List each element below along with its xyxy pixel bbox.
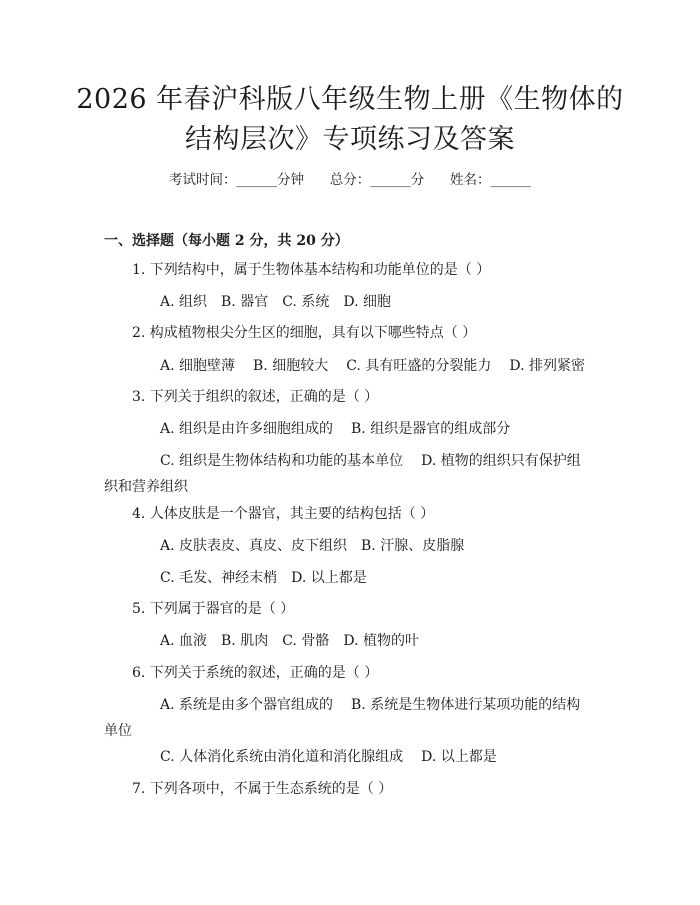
q2-option-a: A. 细胞壁薄 — [160, 358, 236, 374]
question-6-stem: 6. 下列关于系统的叙述，正确的是（ ） — [132, 665, 379, 681]
q5-option-c: C. 骨骼 — [282, 633, 330, 649]
question-3-stem: 3. 下列关于组织的叙述，正确的是（ ） — [132, 389, 379, 405]
q3-option-d: D. 植物的组织只有保护组织和营养组织 — [104, 453, 581, 495]
q2-option-d: D. 排列紧密 — [509, 358, 585, 374]
question-6-options-row-1 — [104, 692, 594, 744]
question-7-stem: 7. 下列各项中，不属于生态系统的是（ ） — [132, 781, 393, 797]
question-4-options-row-2 — [160, 567, 367, 589]
question-4-stem: 4. 人体皮肤是一个器官，其主要的结构包括（ ） — [132, 506, 435, 522]
q5-option-d: D. 植物的叶 — [343, 633, 419, 649]
question-5-stem: 5. 下列属于器官的是（ ） — [132, 601, 295, 617]
question-6-options-row-2 — [160, 746, 497, 768]
q1-option-d: D. 细胞 — [343, 294, 391, 310]
q2-option-b: B. 细胞较大 — [253, 358, 329, 374]
q3-option-c: C. 组织是生物体结构和功能的基本单位 — [160, 453, 404, 469]
question-2-options — [160, 355, 585, 377]
q5-option-b: B. 肌肉 — [221, 633, 269, 649]
question-4-options-row-1 — [160, 535, 464, 557]
q4-option-d: D. 以上都是 — [291, 570, 367, 586]
exam-time-field: 考试时间：______分钟 — [169, 172, 304, 188]
q4-option-c: C. 毛发、神经末梢 — [160, 570, 278, 586]
q4-option-b: B. 汗腺、皮脂腺 — [361, 538, 465, 554]
question-1-stem: 1. 下列结构中，属于生物体基本结构和功能单位的是（ ） — [132, 262, 491, 278]
q1-option-b: B. 器官 — [221, 294, 269, 310]
question-3-options-row-1 — [160, 418, 510, 440]
question-2-stem: 2. 构成植物根尖分生区的细胞，具有以下哪些特点（ ） — [132, 325, 477, 341]
student-name-field: 姓名：______ — [450, 172, 531, 188]
total-score-field: 总分：______分 — [329, 172, 425, 188]
q3-option-b: B. 组织是器官的组成部分 — [351, 421, 511, 437]
q6-option-a: A. 系统是由多个器官组成的 — [160, 697, 334, 713]
section-heading-choice: 一、选择题（每小题 2 分，共 20 分） — [104, 233, 349, 249]
q1-option-a: A. 组织 — [160, 294, 208, 310]
question-5-options — [160, 630, 419, 652]
q1-option-c: C. 系统 — [282, 294, 330, 310]
q4-option-a: A. 皮肤表皮、真皮、皮下组织 — [160, 538, 348, 554]
q2-option-c: C. 具有旺盛的分裂能力 — [346, 358, 492, 374]
exam-meta — [0, 168, 700, 188]
document-title-line-1: 2026 年春沪科版八年级生物上册《生物体的 — [76, 84, 624, 115]
q3-option-a: A. 组织是由许多细胞组成的 — [160, 421, 334, 437]
q6-option-c: C. 人体消化系统由消化道和消化腺组成 — [160, 749, 404, 765]
q5-option-a: A. 血液 — [160, 633, 208, 649]
document-title-line-2: 结构层次》专项练习及答案 — [185, 124, 515, 155]
question-1-options — [160, 291, 391, 313]
question-3-options-row-2 — [104, 448, 594, 500]
q6-option-d: D. 以上都是 — [421, 749, 497, 765]
q6-option-b: B. 系统是生物体进行某项功能的结构单位 — [104, 697, 581, 739]
